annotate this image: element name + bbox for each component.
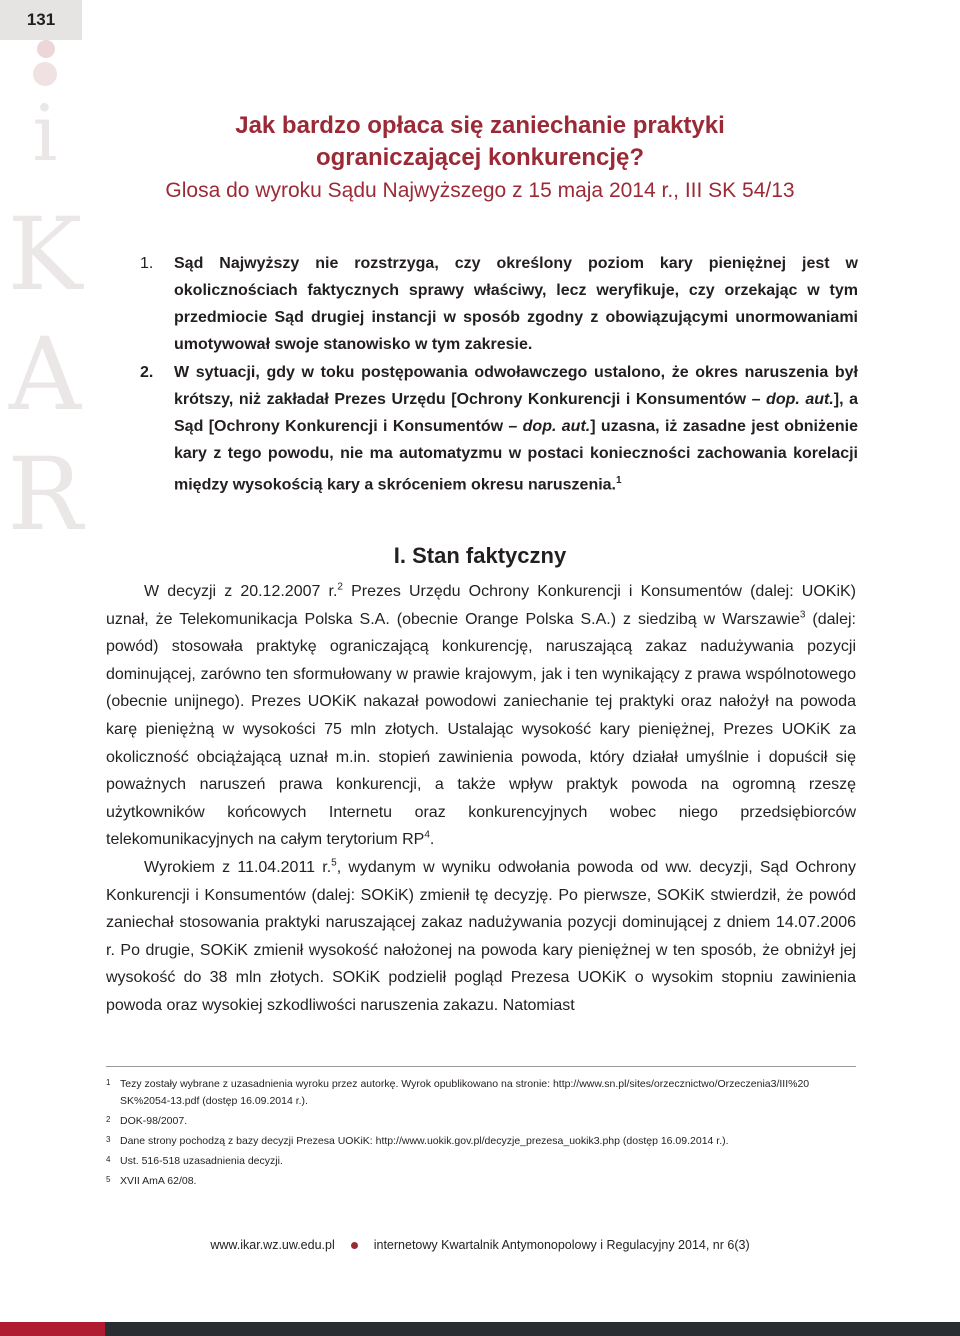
article-title <box>100 110 860 206</box>
bullet-dot-icon <box>351 1242 358 1249</box>
footnote-number: 3 <box>106 1135 111 1144</box>
editor-note: dop. aut. <box>522 418 591 435</box>
logo-dot-upper <box>37 40 55 58</box>
paragraph <box>106 854 856 1020</box>
footnote-text: Ust. 516-518 uzasadnienia decyzji. <box>120 1155 283 1167</box>
footnote <box>106 1153 856 1170</box>
journal-logo <box>0 40 90 553</box>
editor-note: dop. aut. <box>766 391 834 408</box>
footnote <box>106 1076 856 1110</box>
footnote-number: 1 <box>106 1078 111 1087</box>
footnote-text: DOK-98/2007. <box>120 1115 188 1127</box>
thesis-item <box>140 250 858 358</box>
thesis-text: Sąd Najwyższy nie rozstrzyga, czy określony poziom kary pieniężnej jest w okolicznościach faktycznych sprawy właściwy, lecz weryfikuje, czy orzekając w tym przedmiocie Sąd drugiej instancji w sposób zgodny z obowiązującymi unormowaniami umotywował swoje stanowisko w tym zakresie. <box>174 255 858 353</box>
footnote-ref[interactable]: 2 <box>337 581 343 593</box>
article-subtitle: Glosa do wyroku Sądu Najwyższego z 15 maja 2014 r., III SK 54/13 <box>165 179 795 202</box>
footnote <box>106 1133 856 1150</box>
bottom-bar-accent <box>0 1322 105 1336</box>
thesis-text-part: W sytuacji, gdy w toku postępowania odwoławczego ustalono, że okres naruszenia był krótszy, niż zakładał Prezes Urzędu [Ochrony Konkurencji i Konsumentów – <box>174 364 858 408</box>
theses-list <box>140 250 858 498</box>
footer-url[interactable]: www.ikar.wz.uw.edu.pl <box>210 1238 335 1252</box>
logo-dot-lower <box>33 62 57 86</box>
footnote-text: XVII AmA 62/08. <box>120 1175 197 1187</box>
thesis-text-part: ], a Sąd [Ochrony Konkurencji i Konsumentów – <box>174 391 859 435</box>
page-footer <box>0 1238 960 1252</box>
footnote-number: 4 <box>106 1155 111 1164</box>
paragraph-text: Wyrokiem z 11.04.2011 r. <box>144 858 332 876</box>
footer-journal: internetowy Kwartalnik Antymonopolowy i Regulacyjny 2014, nr 6(3) <box>373 1238 750 1252</box>
footnote-ref[interactable]: 3 <box>799 609 806 621</box>
title-line-2: ograniczającej konkurencję? <box>315 144 645 171</box>
thesis-item <box>140 359 858 498</box>
logo-letter-k: K <box>7 196 83 313</box>
paragraph-text: . <box>429 831 435 849</box>
paragraph-text: Prezes Urzędu Ochrony Konkurencji i Konsumentów (dalej: UOKiK) uznał, że Telekomunikacja Polska S.A. (obecnie Orange Polska S.A.) z siedzibą w Warszawie <box>106 583 856 628</box>
footnote <box>106 1113 856 1130</box>
footnote-divider <box>106 1066 856 1067</box>
footnote-ref[interactable]: 4 <box>424 830 430 842</box>
footnote-text: Tezy zostały wybrane z uzasadnienia wyroku przez autorkę. Wyrok opublikowano na stronie: http://www.sn.pl/sites/orzecznictwo/Orzeczenia3/III%20 SK%2054-13.pdf (dostęp 16.09.2014 r.). <box>120 1078 810 1107</box>
footnote-number: 2 <box>106 1115 111 1124</box>
logo-letter-i: i <box>32 89 58 179</box>
section-heading: I. Stan faktyczny <box>393 543 567 568</box>
paragraph-text: W decyzji z 20.12.2007 r. <box>144 583 338 600</box>
footnotes <box>106 1076 856 1193</box>
paragraph <box>106 578 856 854</box>
thesis-number: 2. <box>140 364 154 381</box>
bottom-bar <box>105 1322 960 1336</box>
paragraph-text: , wydanym w wyniku odwołania powoda od ww. decyzji, Sąd Ochrony Konkurencji i Konsumentów (dalej: SOKiK) zmienił tę decyzję. Po pierwsze, SOKiK stwierdził, że powód zaniechał stosowania praktyki naruszającej zakaz nadużywania pozycji dominującej z dniem 14.07.2006 r. Po drugie, SOKiK zmienił wysokość nałożonej na powoda kary pieniężnej w ten sposób, że obniżył jej wysokość do 38 mln złotych. SOKiK podzielił pogląd Prezesa UOKiK o wysokim stopniu zawinienia powoda oraz wysokiej szkodliwości naruszenia zakazu. Natomiast <box>106 858 857 1014</box>
footnote-text: Dane strony pochodzą z bazy decyzji Prezesa UOKiK: http://www.uokik.gov.pl/decyzje_prezesa_uokik3.php (dostęp 16.09.2014 r.). <box>120 1135 729 1147</box>
paragraph-text: (dalej: powód) stosowała praktykę ograniczającą konkurencję, naruszającą zakaz nadużywania pozycji dominującej, zarówno ten sformułowany w prawie krajowym, jak i ten wynikający z prawa wspólnotowego (obecnie unijnego). Prezes UOKiK nakazał powodowi zaniechanie tej praktyki oraz nałożył na powoda karę pieniężną w wysokości 75 mln złotych. Ustalając wysokość kary pieniężnej, Prezes UOKiK za okoliczność obciążającą uznał m.in. stopień zawinienia powoda, który działał umyślnie i dopuścił się poważnych naruszeń prawa konkurencji, a także wpływ praktyk powoda na ogromną rzeszę użytkowników końcowych Internetu oraz konkurencyjnych wobec niego przedsiębiorców telekomunikacyjnych na całym terytorium RP <box>106 610 856 849</box>
title-line-1: Jak bardzo opłaca się zaniechanie praktyki <box>235 112 725 139</box>
footnote <box>106 1173 856 1190</box>
footnote-number: 5 <box>106 1175 111 1184</box>
footnote-ref[interactable]: 1 <box>616 475 622 486</box>
footnote-ref[interactable]: 5 <box>331 857 337 869</box>
thesis-text-part: ] uzasna, iż zasadne jest obniżenie kary z tego powodu, nie ma automatyzmu w postaci konieczności zachowania korelacji między wysokością kary a skróceniem okresu naruszenia. <box>174 418 858 494</box>
page-number: 131 <box>0 0 82 40</box>
logo-letter-a: A <box>8 316 82 433</box>
thesis-number: 1. <box>140 255 154 272</box>
body-text <box>106 578 856 1020</box>
logo-letter-r: R <box>7 436 83 553</box>
